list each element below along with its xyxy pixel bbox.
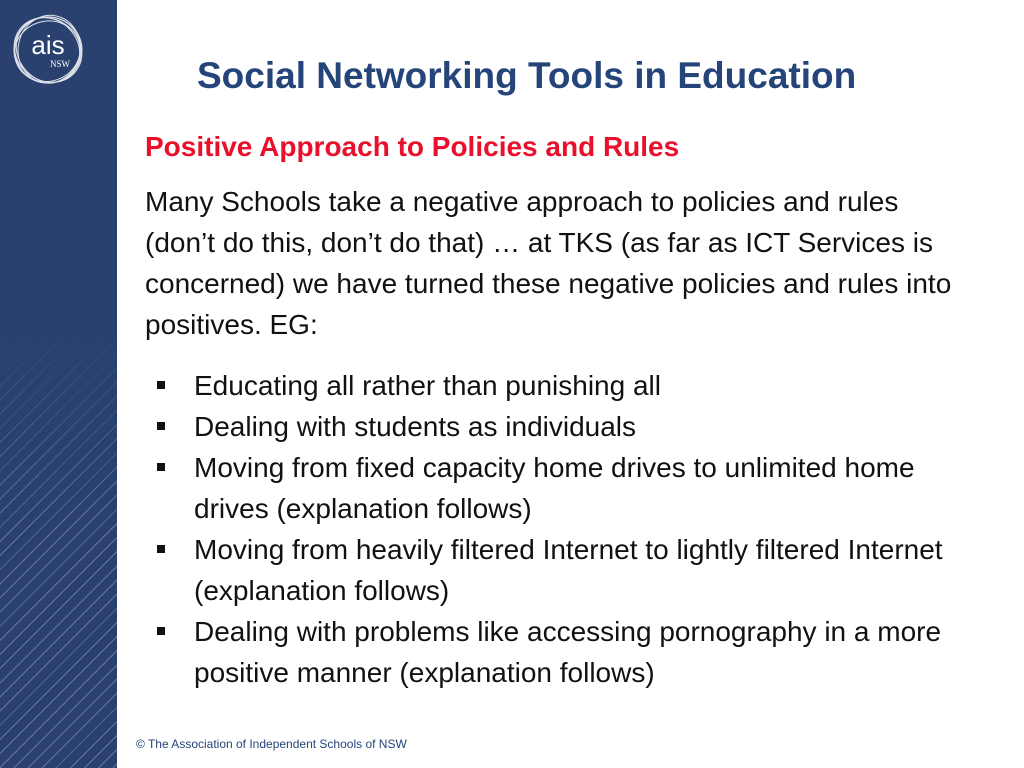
square-bullet-icon bbox=[157, 545, 165, 553]
bullet-item bbox=[145, 406, 965, 447]
intro-paragraph: Many Schools take a negative approach to policies and rules (don’t do this, don’t do that) … at TKS (as far as ICT Services is concerned) we have turned these negative policies and rules into positives. EG: bbox=[145, 186, 952, 340]
square-bullet-icon bbox=[157, 381, 165, 389]
sidebar-hatch-pattern bbox=[0, 330, 117, 768]
bullet-text: Dealing with problems like accessing pornography in a more positive manner (explanation follows) bbox=[194, 616, 942, 688]
logo-subtext: NSW bbox=[50, 59, 70, 69]
bullet-item bbox=[145, 611, 965, 693]
bullet-item bbox=[145, 447, 965, 529]
slide-subtitle: Positive Approach to Policies and Rules bbox=[145, 131, 680, 162]
square-bullet-icon bbox=[157, 422, 165, 430]
bullet-text: Dealing with students as individuals bbox=[194, 411, 637, 442]
bullet-text: Moving from fixed capacity home drives to unlimited home drives (explanation follows) bbox=[194, 452, 915, 524]
bullet-item bbox=[145, 529, 965, 611]
logo-text: ais bbox=[31, 30, 65, 60]
square-bullet-icon bbox=[157, 627, 165, 635]
ais-logo bbox=[8, 10, 88, 90]
square-bullet-icon bbox=[157, 463, 165, 471]
sidebar-band bbox=[0, 0, 117, 768]
slide-title: Social Networking Tools in Education bbox=[197, 55, 857, 96]
footer-copyright: © The Association of Independent Schools of NSW bbox=[136, 737, 407, 751]
bullet-list bbox=[145, 365, 965, 693]
bullet-text: Moving from heavily filtered Internet to lightly filtered Internet (explanation follows) bbox=[194, 534, 943, 606]
bullet-item bbox=[145, 365, 965, 406]
bullet-text: Educating all rather than punishing all bbox=[194, 370, 661, 401]
